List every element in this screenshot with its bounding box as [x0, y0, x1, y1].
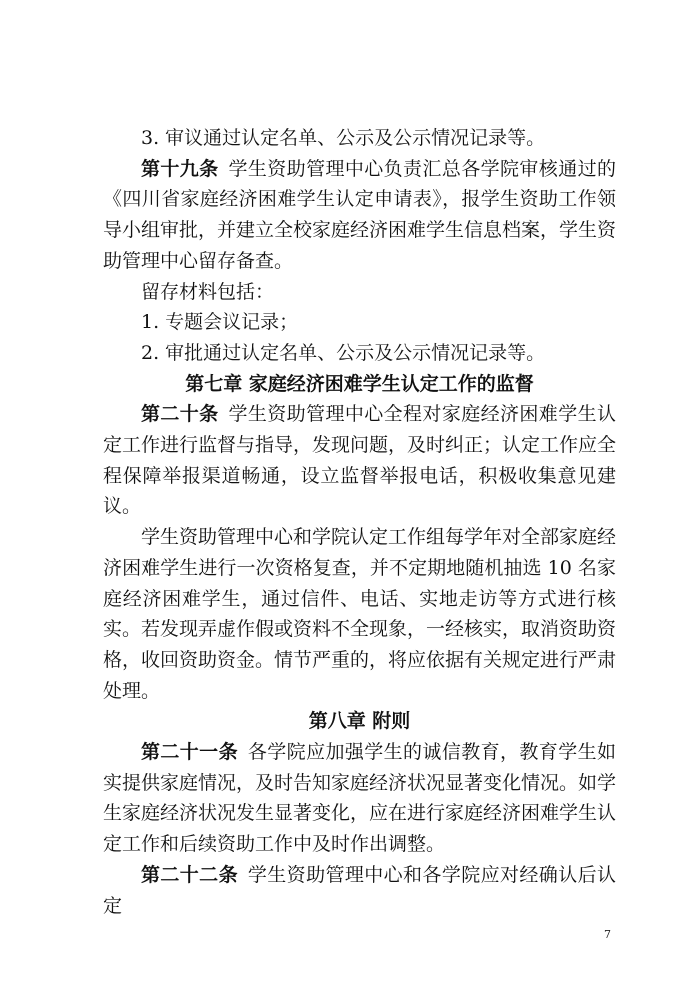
article-body: 学生资助管理中心和各学院应对经确认后认定 [103, 863, 616, 917]
retained-materials-heading: 留存材料包括： [141, 280, 275, 303]
article-number: 第十九条 [141, 157, 219, 180]
article-19 [103, 154, 616, 277]
article-number: 第二十条 [141, 403, 219, 426]
page-content [103, 123, 616, 921]
chapter-8-title: 第八章 附则 [308, 710, 411, 733]
retained-item-2: 2. 审批通过认定名单、公示及公示情况记录等。 [141, 341, 546, 364]
article-20 [103, 399, 616, 522]
article-21 [103, 737, 616, 860]
list-item-text: 3. 审议通过认定名单、公示及公示情况记录等。 [141, 127, 546, 149]
article-body: 各学院应加强学生的诚信教育，教育学生如实提供家庭情况，及时告知家庭经济状况显著变化情况。如学生家庭经济状况发生显著变化，应在进行家庭经济困难学生认定工作和后续资助工作中及时作出调整。 [103, 741, 617, 856]
article-22 [103, 860, 616, 921]
article-number: 第二十一条 [141, 741, 238, 764]
retained-item-1: 1. 专题会议记录； [141, 311, 299, 334]
article-number: 第二十二条 [141, 863, 238, 886]
article-body: 学生资助管理中心负责汇总各学院审核通过的《四川省家庭经济困难学生认定申请表》，报学生资助工作领导小组审批，并建立全校家庭经济困难学生信息档案，学生资助管理中心留存备查。 [103, 157, 617, 272]
article-body: 学生资助管理中心全程对家庭经济困难学生认定工作进行监督与指导，发现问题，及时纠正；认定工作应全程保障举报渠道畅通，设立监督举报电话，积极收集意见建议。 [103, 403, 617, 518]
list-item-review-passed [103, 123, 616, 154]
article-20-paragraph-2: 学生资助管理中心和学院认定工作组每学年对全部家庭经济困难学生进行一次资格复查，并不定期地随机抽选 10 名家庭经济困难学生，通过信件、电话、实地走访等方式进行核实。若发现弄虚作假或资料不全现象，一经核实，取消资助资格，收回资助资金。情节严重的，将应依据有关规定进行严肃处理。 [103, 526, 617, 702]
page-number: 7 [604, 928, 611, 941]
chapter-7-title: 第七章 家庭经济困难学生认定工作的监督 [185, 372, 534, 395]
